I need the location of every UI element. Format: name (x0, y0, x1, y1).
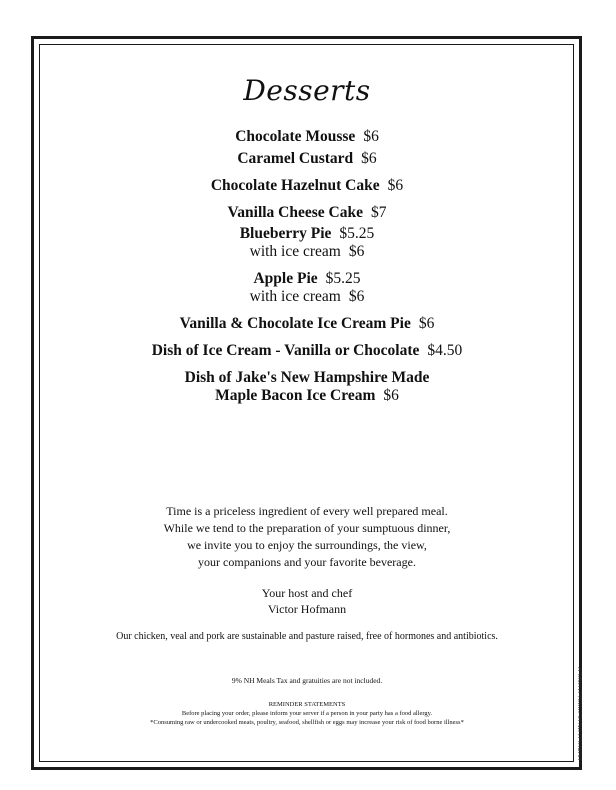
dessert-option (42, 243, 572, 261)
dessert-item (42, 204, 572, 222)
chef-message-line: Time is a priceless ingredient of every well prepared meal. (166, 504, 448, 518)
chef-name: Victor Hofmann (267, 602, 347, 616)
dessert-price: $4.50 (427, 342, 463, 359)
dessert-option-label: with ice cream (249, 288, 341, 305)
dessert-item (42, 225, 572, 243)
dessert-price: $6 (363, 128, 379, 145)
sourcing-note: Our chicken, veal and pork are sustainable and pasture raised, free of hormones and antibiotics. (116, 631, 498, 642)
dessert-option-label: with ice cream (249, 243, 341, 260)
consumption-warning: *Consuming raw or undercooked meats, poultry, seafood, shellfish or eggs may increase your risk of food borne illness* (150, 719, 464, 726)
dessert-name: Vanilla & Chocolate Ice Cream Pie (179, 315, 411, 332)
dessert-name: Caramel Custard (237, 150, 354, 167)
menu-title: Desserts (243, 74, 371, 107)
dessert-option-price: $6 (348, 288, 365, 305)
dessert-price: $5.25 (325, 270, 361, 287)
dessert-name: Blueberry Pie (239, 225, 332, 242)
dessert-option (42, 288, 572, 306)
dessert-item (42, 369, 572, 387)
allergy-reminder: Before placing your order, please inform your server if a person in your party has a food allergy. (181, 710, 433, 717)
dessert-price: $5.25 (339, 225, 375, 242)
dessert-name: Dish of Jake's New Hampshire Made (184, 369, 430, 386)
dessert-name-line2: Maple Bacon Ice Cream (215, 387, 376, 404)
tax-note: 9% NH Meals Tax and gratuities are not included. (231, 676, 383, 685)
dessert-price: $7 (371, 204, 387, 221)
signature-line: Your host and chef (261, 586, 353, 600)
dessert-price: $6 (387, 177, 404, 194)
side-print-note: PRINTED ON RECYCLED PAPER (578, 667, 584, 760)
dessert-price: $6 (418, 315, 435, 332)
dessert-price: $6 (361, 150, 377, 167)
dessert-name: Vanilla Cheese Cake (227, 204, 363, 221)
chef-message-line: we invite you to enjoy the surroundings, the view, (187, 538, 427, 552)
dessert-item (42, 342, 572, 360)
reminder-heading: REMINDER STATEMENTS (268, 701, 346, 708)
dessert-item (42, 128, 572, 146)
dessert-name: Chocolate Hazelnut Cake (210, 177, 380, 194)
chef-message-line: While we tend to the preparation of your sumptuous dinner, (163, 521, 451, 535)
dessert-item (42, 270, 572, 288)
dessert-name: Dish of Ice Cream - Vanilla or Chocolate (151, 342, 420, 359)
dessert-price: $6 (383, 387, 399, 404)
dessert-option-price: $6 (348, 243, 365, 260)
chef-message-line: your companions and your favorite beverage. (198, 555, 416, 569)
dessert-name: Chocolate Mousse (235, 128, 356, 145)
dessert-item (42, 150, 572, 168)
dessert-item-continued (42, 387, 572, 405)
dessert-item (42, 177, 572, 195)
dessert-name: Apple Pie (253, 270, 318, 287)
dessert-item (42, 315, 572, 333)
